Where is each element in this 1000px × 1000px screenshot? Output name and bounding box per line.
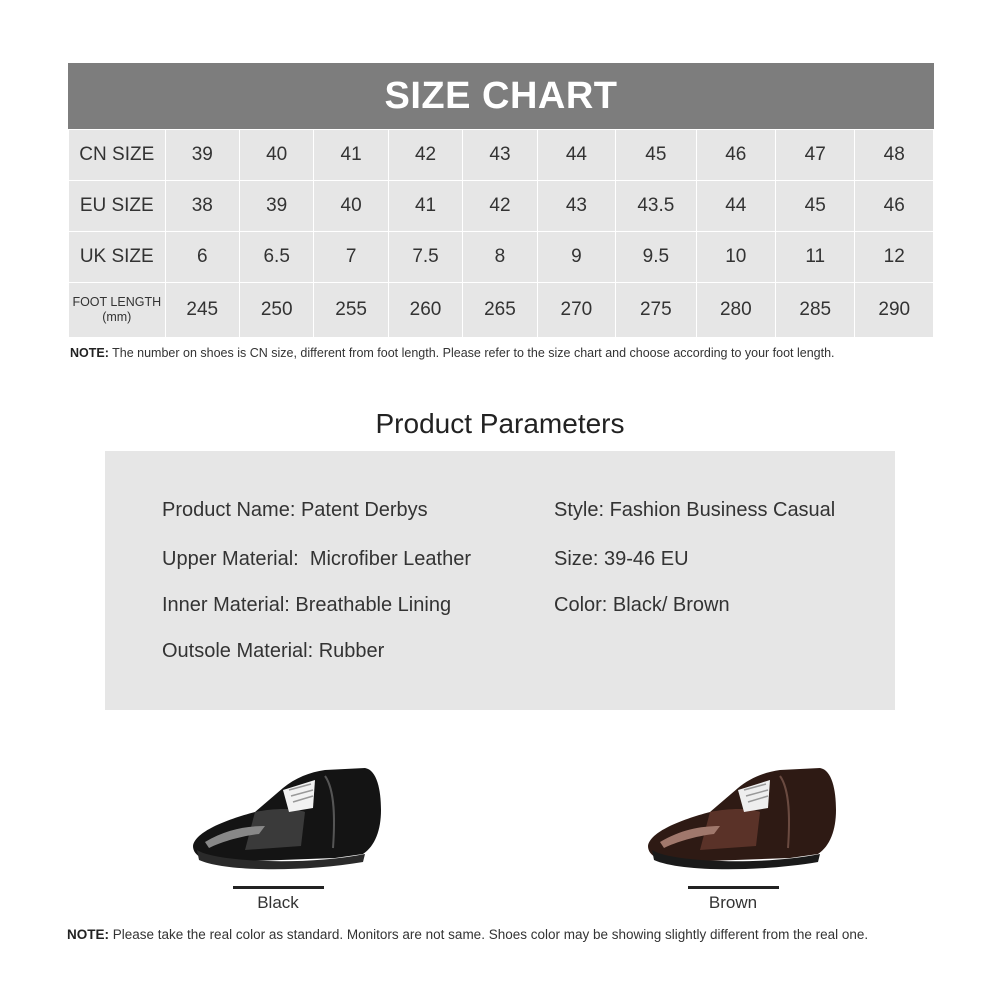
size-cell: 42	[463, 181, 537, 232]
param-outsole-material: Outsole Material: Rubber	[162, 640, 385, 662]
size-cell: 45	[616, 130, 696, 181]
size-row-label-text: UK SIZE	[79, 246, 154, 267]
size-cell: 43	[463, 130, 537, 181]
size-row	[69, 283, 934, 338]
size-cell: 41	[314, 130, 388, 181]
size-cell: 44	[537, 130, 615, 181]
size-cell: 6	[165, 232, 239, 283]
size-cell: 7	[314, 232, 388, 283]
color-note	[67, 927, 868, 942]
black-shoe-image	[185, 750, 385, 875]
size-cell: 245	[165, 283, 239, 338]
size-row	[69, 232, 934, 283]
size-cell: 40	[314, 181, 388, 232]
size-note-text: The number on shoes is CN size, different from foot length. Please refer to the size chart and choose according to your foot length.	[108, 346, 835, 360]
size-cell: 48	[855, 130, 934, 181]
param-color: Color: Black/ Brown	[554, 594, 730, 616]
size-row-label-text: EU SIZE	[79, 195, 154, 216]
size-cell: 11	[776, 232, 855, 283]
size-cell: 47	[776, 130, 855, 181]
black-label: Black	[257, 893, 299, 912]
size-cell: 12	[855, 232, 934, 283]
size-cell: 270	[537, 283, 615, 338]
size-row	[69, 181, 934, 232]
size-note	[70, 346, 835, 360]
param-product-name: Product Name: Patent Derbys	[162, 499, 428, 521]
size-cell: 44	[696, 181, 775, 232]
size-cell: 46	[855, 181, 934, 232]
size-cell: 6.5	[239, 232, 313, 283]
params-title: Product Parameters	[375, 408, 625, 439]
brown-underline	[688, 886, 779, 889]
size-cell: 41	[388, 181, 462, 232]
size-cell: 43	[537, 181, 615, 232]
size-note-label: NOTE:	[70, 346, 109, 360]
size-cell: 9	[537, 232, 615, 283]
size-cell: 250	[239, 283, 313, 338]
size-cell: 10	[696, 232, 775, 283]
size-cell: 255	[314, 283, 388, 338]
brown-label: Brown	[708, 893, 758, 912]
size-row-label	[69, 232, 166, 283]
size-row-label	[69, 181, 166, 232]
size-chart-title: SIZE CHART	[68, 63, 934, 129]
size-chart	[68, 63, 934, 338]
color-note-label: NOTE:	[67, 927, 109, 942]
size-cell: 39	[239, 181, 313, 232]
size-cell: 260	[388, 283, 462, 338]
size-cell: 265	[463, 283, 537, 338]
size-cell: 8	[463, 232, 537, 283]
params-box	[105, 451, 895, 710]
size-cell: 46	[696, 130, 775, 181]
black-underline	[233, 886, 324, 889]
brown-shoe-image	[640, 750, 840, 875]
size-cell: 280	[696, 283, 775, 338]
size-row-label	[69, 130, 166, 181]
size-cell: 290	[855, 283, 934, 338]
param-size: Size: 39-46 EU	[554, 548, 689, 570]
size-cell: 45	[776, 181, 855, 232]
size-row-label-text: FOOT LENGTH	[72, 295, 162, 309]
size-row-label-text: CN SIZE	[79, 144, 155, 165]
size-row-label-unit: (mm)	[102, 310, 132, 324]
size-cell: 38	[165, 181, 239, 232]
size-cell: 40	[239, 130, 313, 181]
size-row-label	[69, 283, 166, 338]
size-cell: 9.5	[616, 232, 696, 283]
size-cell: 43.5	[616, 181, 696, 232]
param-upper-material: Upper Material: Microfiber Leather	[162, 548, 472, 570]
size-cell: 285	[776, 283, 855, 338]
param-inner-material: Inner Material: Breathable Lining	[162, 594, 452, 616]
param-style: Style: Fashion Business Casual	[554, 499, 836, 521]
size-table	[68, 129, 934, 338]
size-cell: 39	[165, 130, 239, 181]
size-cell: 275	[616, 283, 696, 338]
color-note-text: Please take the real color as standard. Monitors are not same. Shoes color may be showing slightly different from the real one.	[109, 927, 869, 942]
size-cell: 7.5	[388, 232, 462, 283]
size-row	[69, 130, 934, 181]
size-cell: 42	[388, 130, 462, 181]
